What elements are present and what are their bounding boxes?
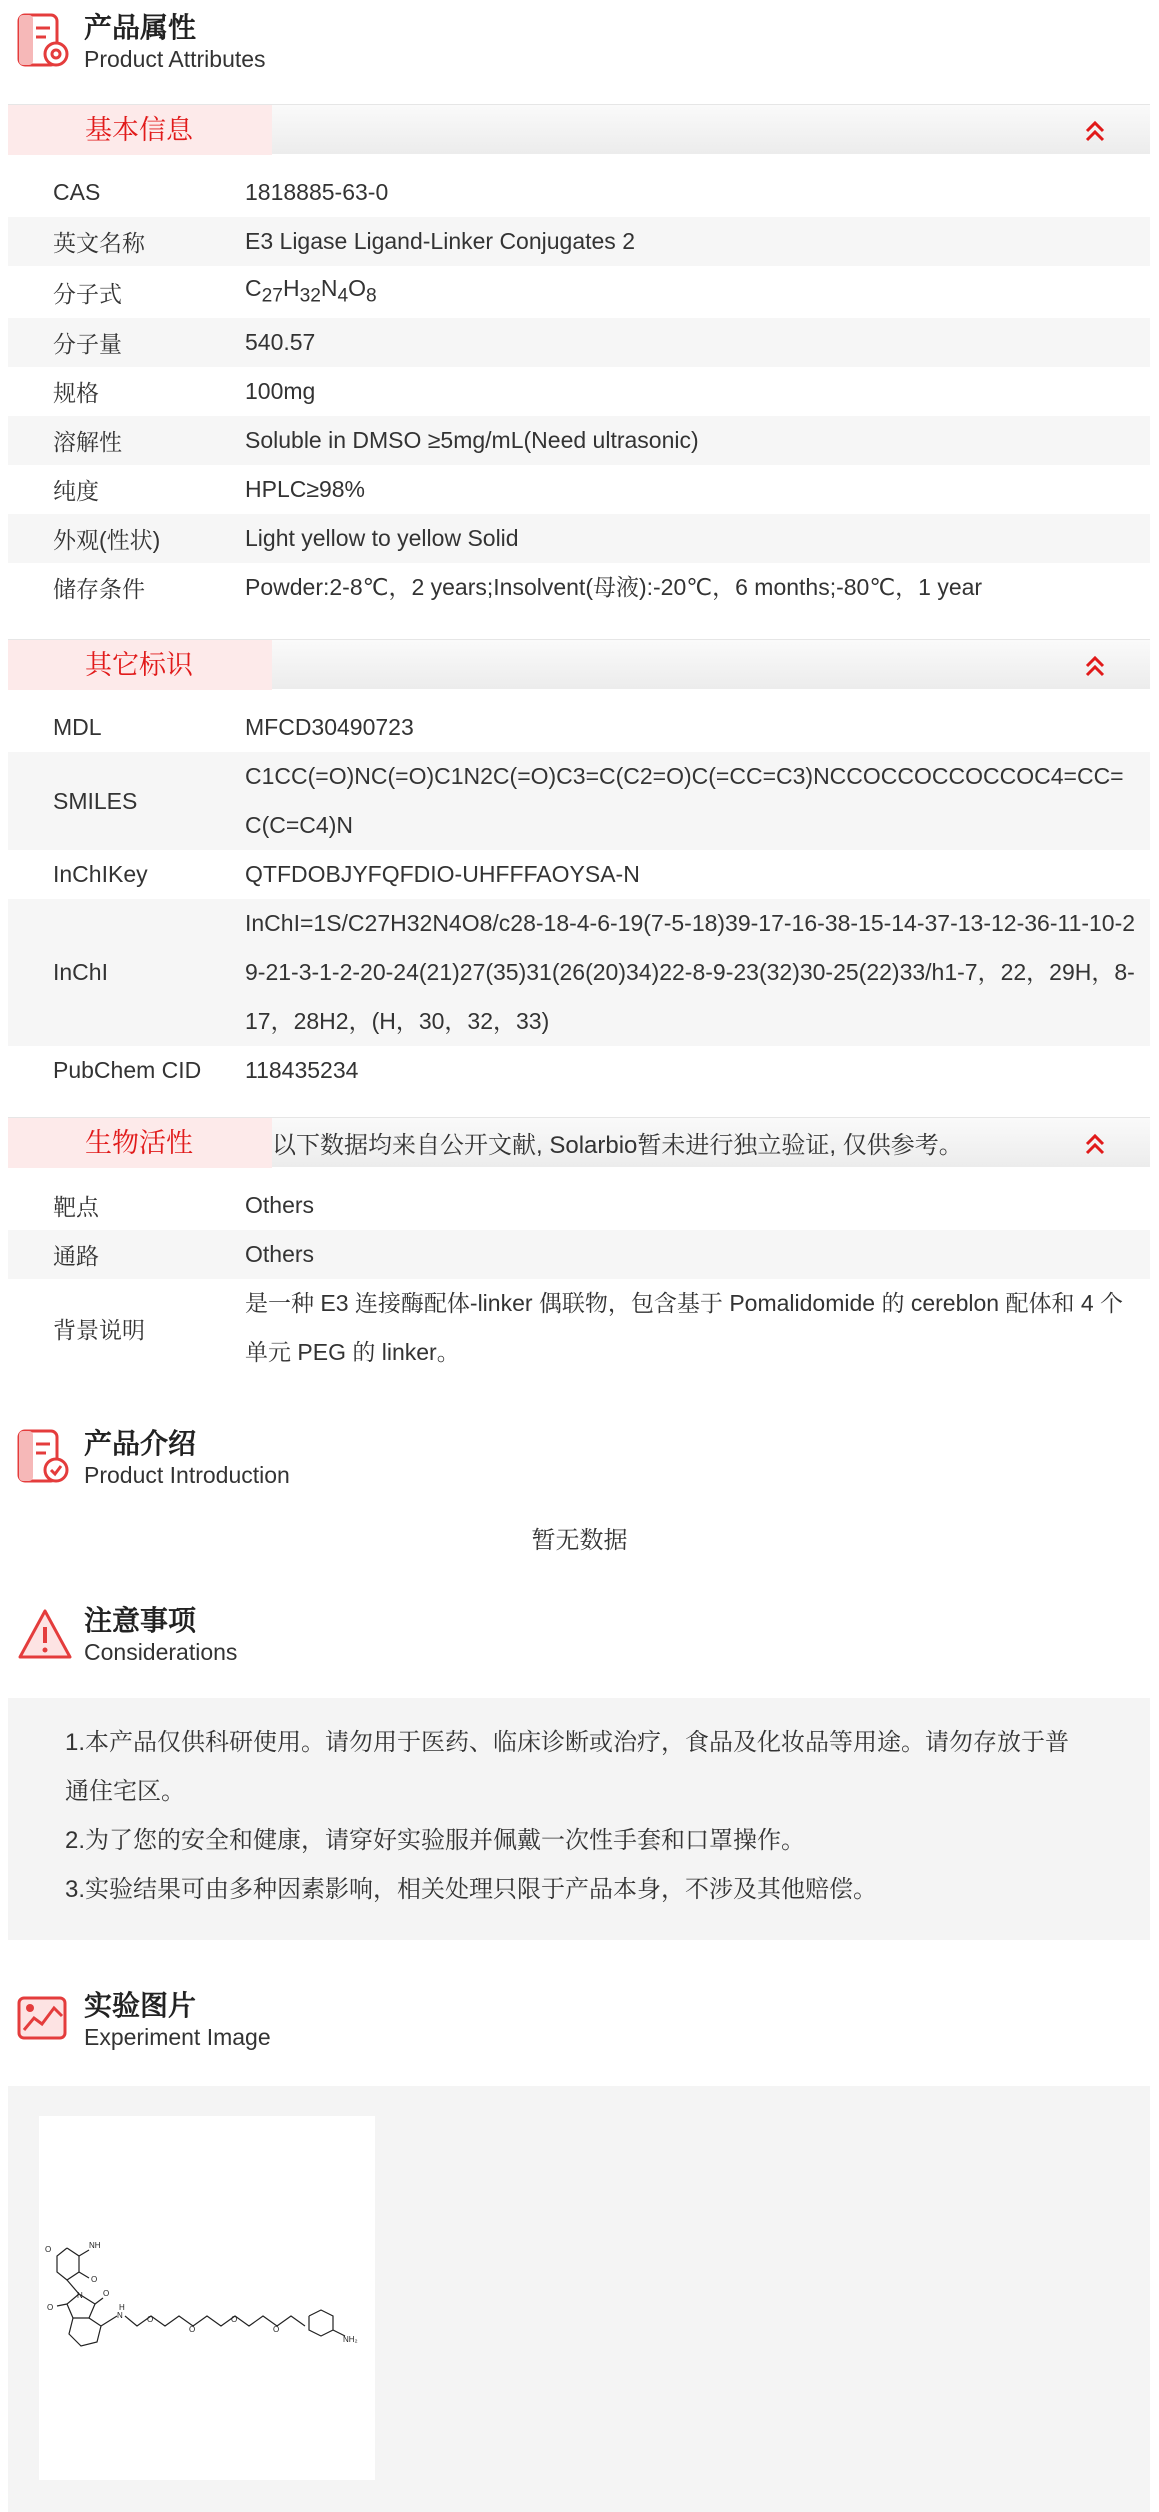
molecule-structure [39, 2116, 375, 2480]
table-row [8, 318, 1150, 367]
structure-image[interactable] [39, 2116, 375, 2480]
other-ids-bar[interactable] [8, 639, 1150, 689]
formula-n-count: 4 [337, 285, 349, 307]
basic-info-tab[interactable]: 基本信息 [8, 105, 272, 155]
table-row [8, 899, 1150, 1046]
row-value: 1818885-63-0 [245, 179, 389, 205]
experiment-image-box [8, 2086, 1150, 2512]
atom-label: NH [89, 2241, 101, 2250]
row-key: 储存条件 [53, 576, 145, 602]
row-value: Light yellow to yellow Solid [245, 525, 519, 551]
row-key: 溶解性 [53, 429, 122, 455]
row-value: 118435234 [245, 1057, 359, 1083]
row-value: MFCD30490723 [245, 714, 414, 740]
row-key: 通路 [53, 1243, 99, 1269]
row-key: InChI [53, 959, 108, 985]
document-settings-icon [16, 12, 74, 72]
row-key: PubChem CID [53, 1057, 202, 1083]
formula-h-count: 32 [299, 285, 321, 307]
considerations-title-en: Considerations [84, 1639, 238, 1665]
basic-info-section [8, 104, 1150, 612]
table-row [8, 1230, 1150, 1279]
atom-label: O [47, 2303, 54, 2312]
row-key: 分子量 [53, 331, 122, 357]
row-key: 分子式 [53, 280, 122, 307]
table-row [8, 514, 1150, 563]
atom-label: O [45, 2245, 52, 2254]
collapse-up-icon[interactable] [1084, 119, 1106, 143]
bio-activity-tab[interactable]: 生物活性 [8, 1118, 272, 1168]
consideration-item: 1.本产品仅供科研使用。请勿用于医药、临床诊断或治疗，食品及化妆品等用途。请勿存放于普通住宅区。 [65, 1729, 1070, 1805]
consideration-item: 3.实验结果可由多种因素影响，相关处理只限于产品本身，不涉及其他赔偿。 [65, 1876, 878, 1903]
row-key: MDL [53, 714, 102, 740]
intro-header [16, 1428, 290, 1488]
row-value: Soluble in DMSO ≥5mg/mL(Need ultrasonic) [245, 427, 699, 453]
row-key: 外观(性状) [53, 527, 161, 553]
table-row [8, 1279, 1150, 1377]
intro-title-en: Product Introduction [84, 1462, 290, 1488]
atom-label: NH₂ [343, 2335, 358, 2344]
intro-empty-text: 暂无数据 [531, 1527, 628, 1554]
consideration-item: 2.为了您的安全和健康，请穿好实验服并佩戴一次性手套和口罩操作。 [65, 1827, 806, 1854]
row-key: 纯度 [53, 478, 99, 504]
atom-label: O [273, 2325, 280, 2334]
considerations-box [8, 1698, 1150, 1940]
row-value: HPLC≥98% [245, 476, 366, 502]
row-key: InChIKey [53, 861, 148, 887]
atom-label: O [147, 2315, 154, 2324]
atom-label: H [119, 2303, 125, 2312]
collapse-up-icon[interactable] [1084, 1132, 1106, 1156]
table-row [8, 1181, 1150, 1230]
row-key: 英文名称 [53, 230, 145, 256]
table-row [8, 217, 1150, 266]
atom-label: N [117, 2311, 123, 2320]
attributes-header [16, 12, 266, 72]
table-row [8, 563, 1150, 612]
row-value: 是一种 E3 连接酶配体-linker 偶联物，包含基于 Pomalidomide 的 cereblon 配体和 4 个单元 PEG 的 linker。 [245, 1290, 1124, 1365]
experiment-title-cn: 实验图片 [84, 1990, 197, 2021]
row-value: Powder:2-8℃，2 years;Insolvent(母液):-20℃，6 months;-80℃，1 year [245, 574, 983, 600]
formula-c: C [245, 274, 262, 301]
row-value: 100mg [245, 378, 316, 404]
table-row [8, 465, 1150, 514]
table-row [8, 168, 1150, 217]
formula-n: N [320, 274, 338, 301]
table-row [8, 416, 1150, 465]
table-row [8, 703, 1150, 752]
basic-info-bar[interactable] [8, 104, 1150, 154]
bio-activity-section [8, 1117, 1150, 1377]
row-value: E3 Ligase Ligand-Linker Conjugates 2 [245, 228, 635, 254]
row-key: 背景说明 [53, 1316, 145, 1343]
row-key: 规格 [53, 380, 99, 406]
row-value: C1CC(=O)NC(=O)C1N2C(=O)C3=C(C2=O)C(=CC=C3)NCCOCCOCCOCCOC4=CC=C(C=C4)N [245, 763, 1124, 838]
formula-h: H [282, 274, 300, 301]
formula-value [245, 264, 1150, 321]
table-row [8, 266, 1150, 318]
row-key: SMILES [53, 787, 138, 814]
table-row [8, 752, 1150, 850]
considerations-title-cn: 注意事项 [84, 1605, 197, 1636]
image-chart-icon [16, 1990, 74, 2050]
table-row [8, 850, 1150, 899]
collapse-up-icon[interactable] [1084, 654, 1106, 678]
intro-title-cn: 产品介绍 [84, 1428, 197, 1459]
atom-label: N [77, 2291, 83, 2300]
row-key: CAS [53, 179, 101, 205]
atom-label: O [91, 2275, 98, 2284]
row-value: Others [245, 1241, 315, 1267]
row-key: 靶点 [53, 1194, 99, 1220]
table-row [8, 367, 1150, 416]
attributes-title-en: Product Attributes [84, 46, 266, 72]
table-row [8, 1046, 1150, 1095]
atom-label: O [231, 2315, 238, 2324]
atom-label: O [189, 2325, 196, 2334]
formula-o: O [348, 274, 367, 301]
experiment-title-en: Experiment Image [84, 2024, 271, 2050]
row-value: 540.57 [245, 329, 316, 355]
atom-label: O [103, 2289, 110, 2298]
warning-icon [16, 1605, 74, 1665]
row-value: QTFDOBJYFQFDIO-UHFFFAOYSA-N [245, 861, 640, 887]
bio-activity-bar[interactable] [8, 1117, 1150, 1167]
row-value: InChI=1S/C27H32N4O8/c28-18-4-6-19(7-5-18)39-17-16-38-15-14-37-13-12-36-11-10-29-21-3-1-2-20-24(21)27(35)31(26(20)34)22-8-9-23(32)30-25(22)33/h1-7，22，29H，8-17，28H2，(H，30，32，33) [245, 910, 1136, 1034]
row-value: Others [245, 1192, 315, 1218]
other-ids-section [8, 639, 1150, 1095]
formula-o-count: 8 [366, 285, 377, 307]
experiment-header [16, 1990, 271, 2050]
considerations-header [16, 1605, 237, 1665]
document-check-icon [16, 1428, 74, 1488]
bio-disclaimer: 以下数据均来自公开文献, Solarbio暂未进行独立验证, 仅供参考。 [272, 1132, 963, 1159]
formula-c-count: 27 [261, 285, 283, 307]
attributes-title-cn: 产品属性 [84, 12, 197, 43]
other-ids-tab[interactable]: 其它标识 [8, 640, 272, 690]
